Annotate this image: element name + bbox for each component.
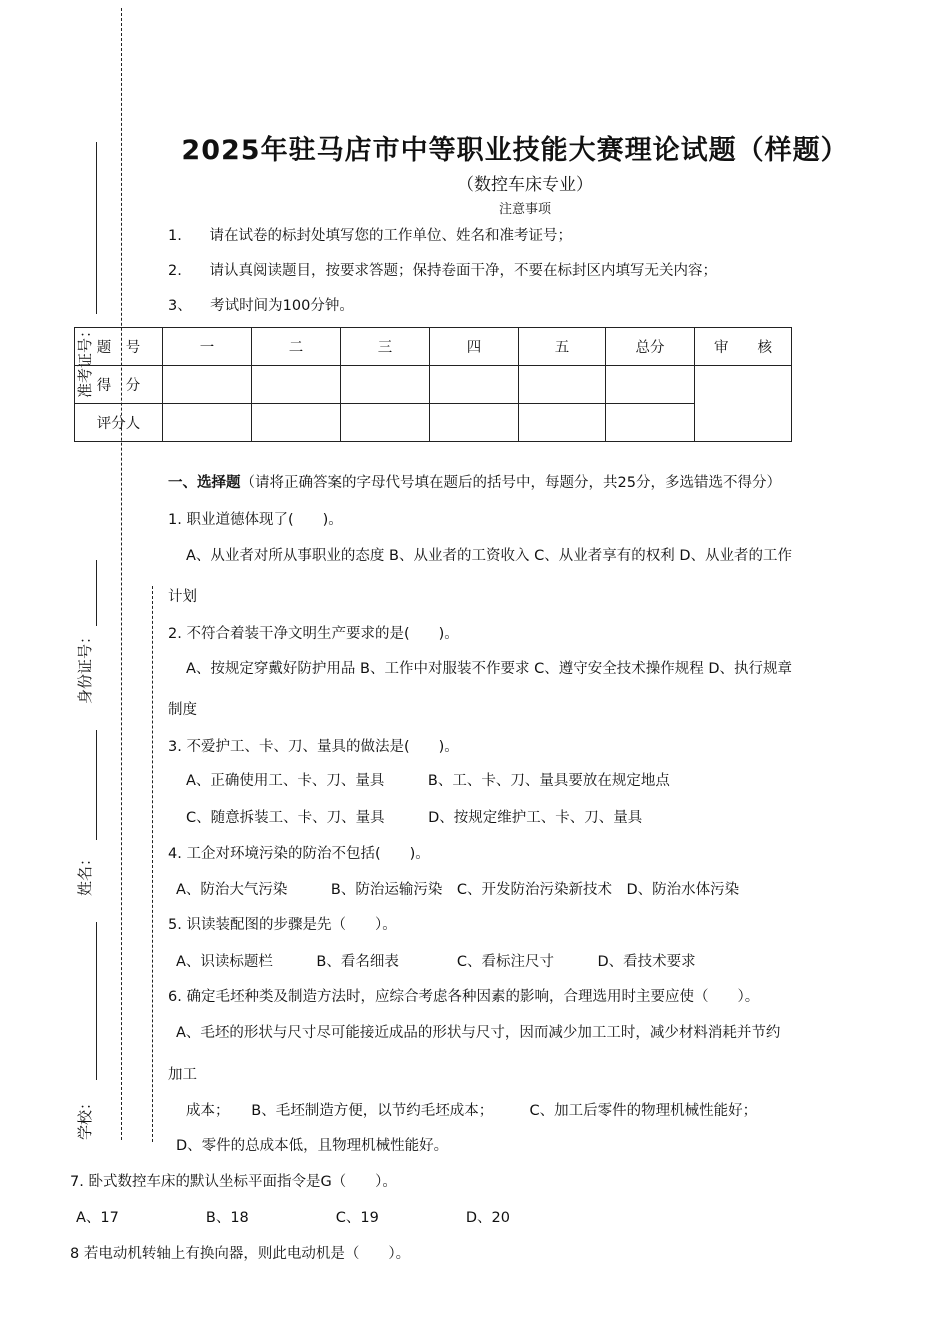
option-line: A、17 B、18 C、19 D、20	[76, 1210, 510, 1226]
id-no-underline	[96, 560, 97, 626]
id-no-underline-lower	[96, 730, 97, 840]
question-line: 6. 确定毛坯种类及制造方法时，应综合考虑各种因素的影响，合理选用时主要应使（ ）。	[168, 989, 760, 1005]
row-label-grader: 评分人	[75, 404, 163, 442]
option-line: 计划	[168, 589, 197, 605]
grader-cell	[341, 404, 430, 442]
question-line: 5. 识读装配图的步骤是先（ ）。	[168, 917, 397, 933]
option-line: A、防治大气污染 B、防治运输污染 C、开发防治污染新技术 D、防治水体污染	[176, 882, 740, 898]
notice-heading: 注意事项	[498, 202, 551, 217]
question-line: 8 若电动机转轴上有换向器，则此电动机是（ ）。	[70, 1246, 411, 1262]
section-heading	[168, 471, 781, 492]
name-label: 姓名：	[76, 850, 94, 896]
option-line: C、随意拆装工、卡、刀、量具 D、按规定维护工、卡、刀、量具	[186, 810, 643, 826]
exam-no-underline	[96, 142, 97, 314]
notice-item: 2. 请认真阅读题目，按要求答题；保持卷面干净，不要在标封区内填写无关内容；	[168, 263, 717, 279]
id-no-label: 身份证号：	[76, 628, 94, 704]
option-line: A、毛坯的形状与尺寸尽可能接近成品的形状与尺寸，因而减少加工工时，减少材料消耗并节约	[176, 1025, 781, 1041]
question-line: 4. 工企对环境污染的防治不包括( )。	[168, 846, 430, 862]
option-line: A、从业者对所从事职业的态度 B、从业者的工资收入 C、从业者享有的权利 D、从业者的工作	[186, 548, 792, 564]
row-label-score: 得 分	[75, 366, 163, 404]
question-line: 7. 卧式数控车床的默认坐标平面指令是G（ ）。	[70, 1174, 397, 1190]
review-cell	[695, 366, 792, 442]
grader-cell	[606, 404, 695, 442]
option-line: A、按规定穿戴好防护用品 B、工作中对服装不作要求 C、遵守安全技术操作规程 D、执行规章	[186, 661, 792, 677]
header-cell-total: 总分	[606, 328, 695, 366]
header-cell-4: 四	[430, 328, 519, 366]
score-cell	[606, 366, 695, 404]
header-cell-question-no: 题 号	[75, 328, 163, 366]
section-title: 一、选择题	[168, 475, 241, 491]
score-cell	[163, 366, 252, 404]
header-cell-5: 五	[519, 328, 606, 366]
header-cell-review: 审 核	[695, 328, 792, 366]
score-cell	[252, 366, 341, 404]
score-table	[74, 327, 792, 442]
school-label: 学校：	[76, 1094, 94, 1140]
header-cell-3: 三	[341, 328, 430, 366]
option-line: 制度	[168, 702, 197, 718]
exam-no-label: 准考证号：	[76, 322, 94, 398]
grader-cell	[519, 404, 606, 442]
binding-dashed-line-inner	[152, 586, 153, 1142]
option-line: A、正确使用工、卡、刀、量具 B、工、卡、刀、量具要放在规定地点	[186, 773, 670, 789]
option-line: 加工	[168, 1067, 197, 1083]
question-line: 2. 不符合着装干净文明生产要求的是( )。	[168, 626, 459, 642]
grader-cell	[430, 404, 519, 442]
grader-cell	[252, 404, 341, 442]
question-line: 3. 不爱护工、卡、刀、量具的做法是( )。	[168, 739, 459, 755]
exam-subtitle: （数控车床专业）	[457, 175, 593, 195]
notice-item: 3、 考试时间为100分钟。	[168, 298, 354, 314]
score-cell	[430, 366, 519, 404]
option-line: D、零件的总成本低，且物理机械性能好。	[176, 1138, 449, 1154]
grader-cell	[163, 404, 252, 442]
section-instruction: （请将正确答案的字母代号填在题后的括号中，每题分，共25分，多选错选不得分）	[240, 475, 781, 491]
score-cell	[519, 366, 606, 404]
notice-item: 1. 请在试卷的标封处填写您的工作单位、姓名和准考证号；	[168, 228, 572, 244]
header-cell-2: 二	[252, 328, 341, 366]
header-cell-1: 一	[163, 328, 252, 366]
question-line: 1. 职业道德体现了( )。	[168, 512, 343, 528]
exam-title: 2025年驻马店市中等职业技能大赛理论试题（样题）	[181, 135, 849, 166]
name-underline	[96, 922, 97, 1080]
score-cell	[341, 366, 430, 404]
option-line: 成本； B、毛坯制造方便，以节约毛坯成本； C、加工后零件的物理机械性能好；	[186, 1103, 758, 1119]
option-line: A、识读标题栏 B、看名细表 C、看标注尺寸 D、看技术要求	[176, 954, 696, 970]
